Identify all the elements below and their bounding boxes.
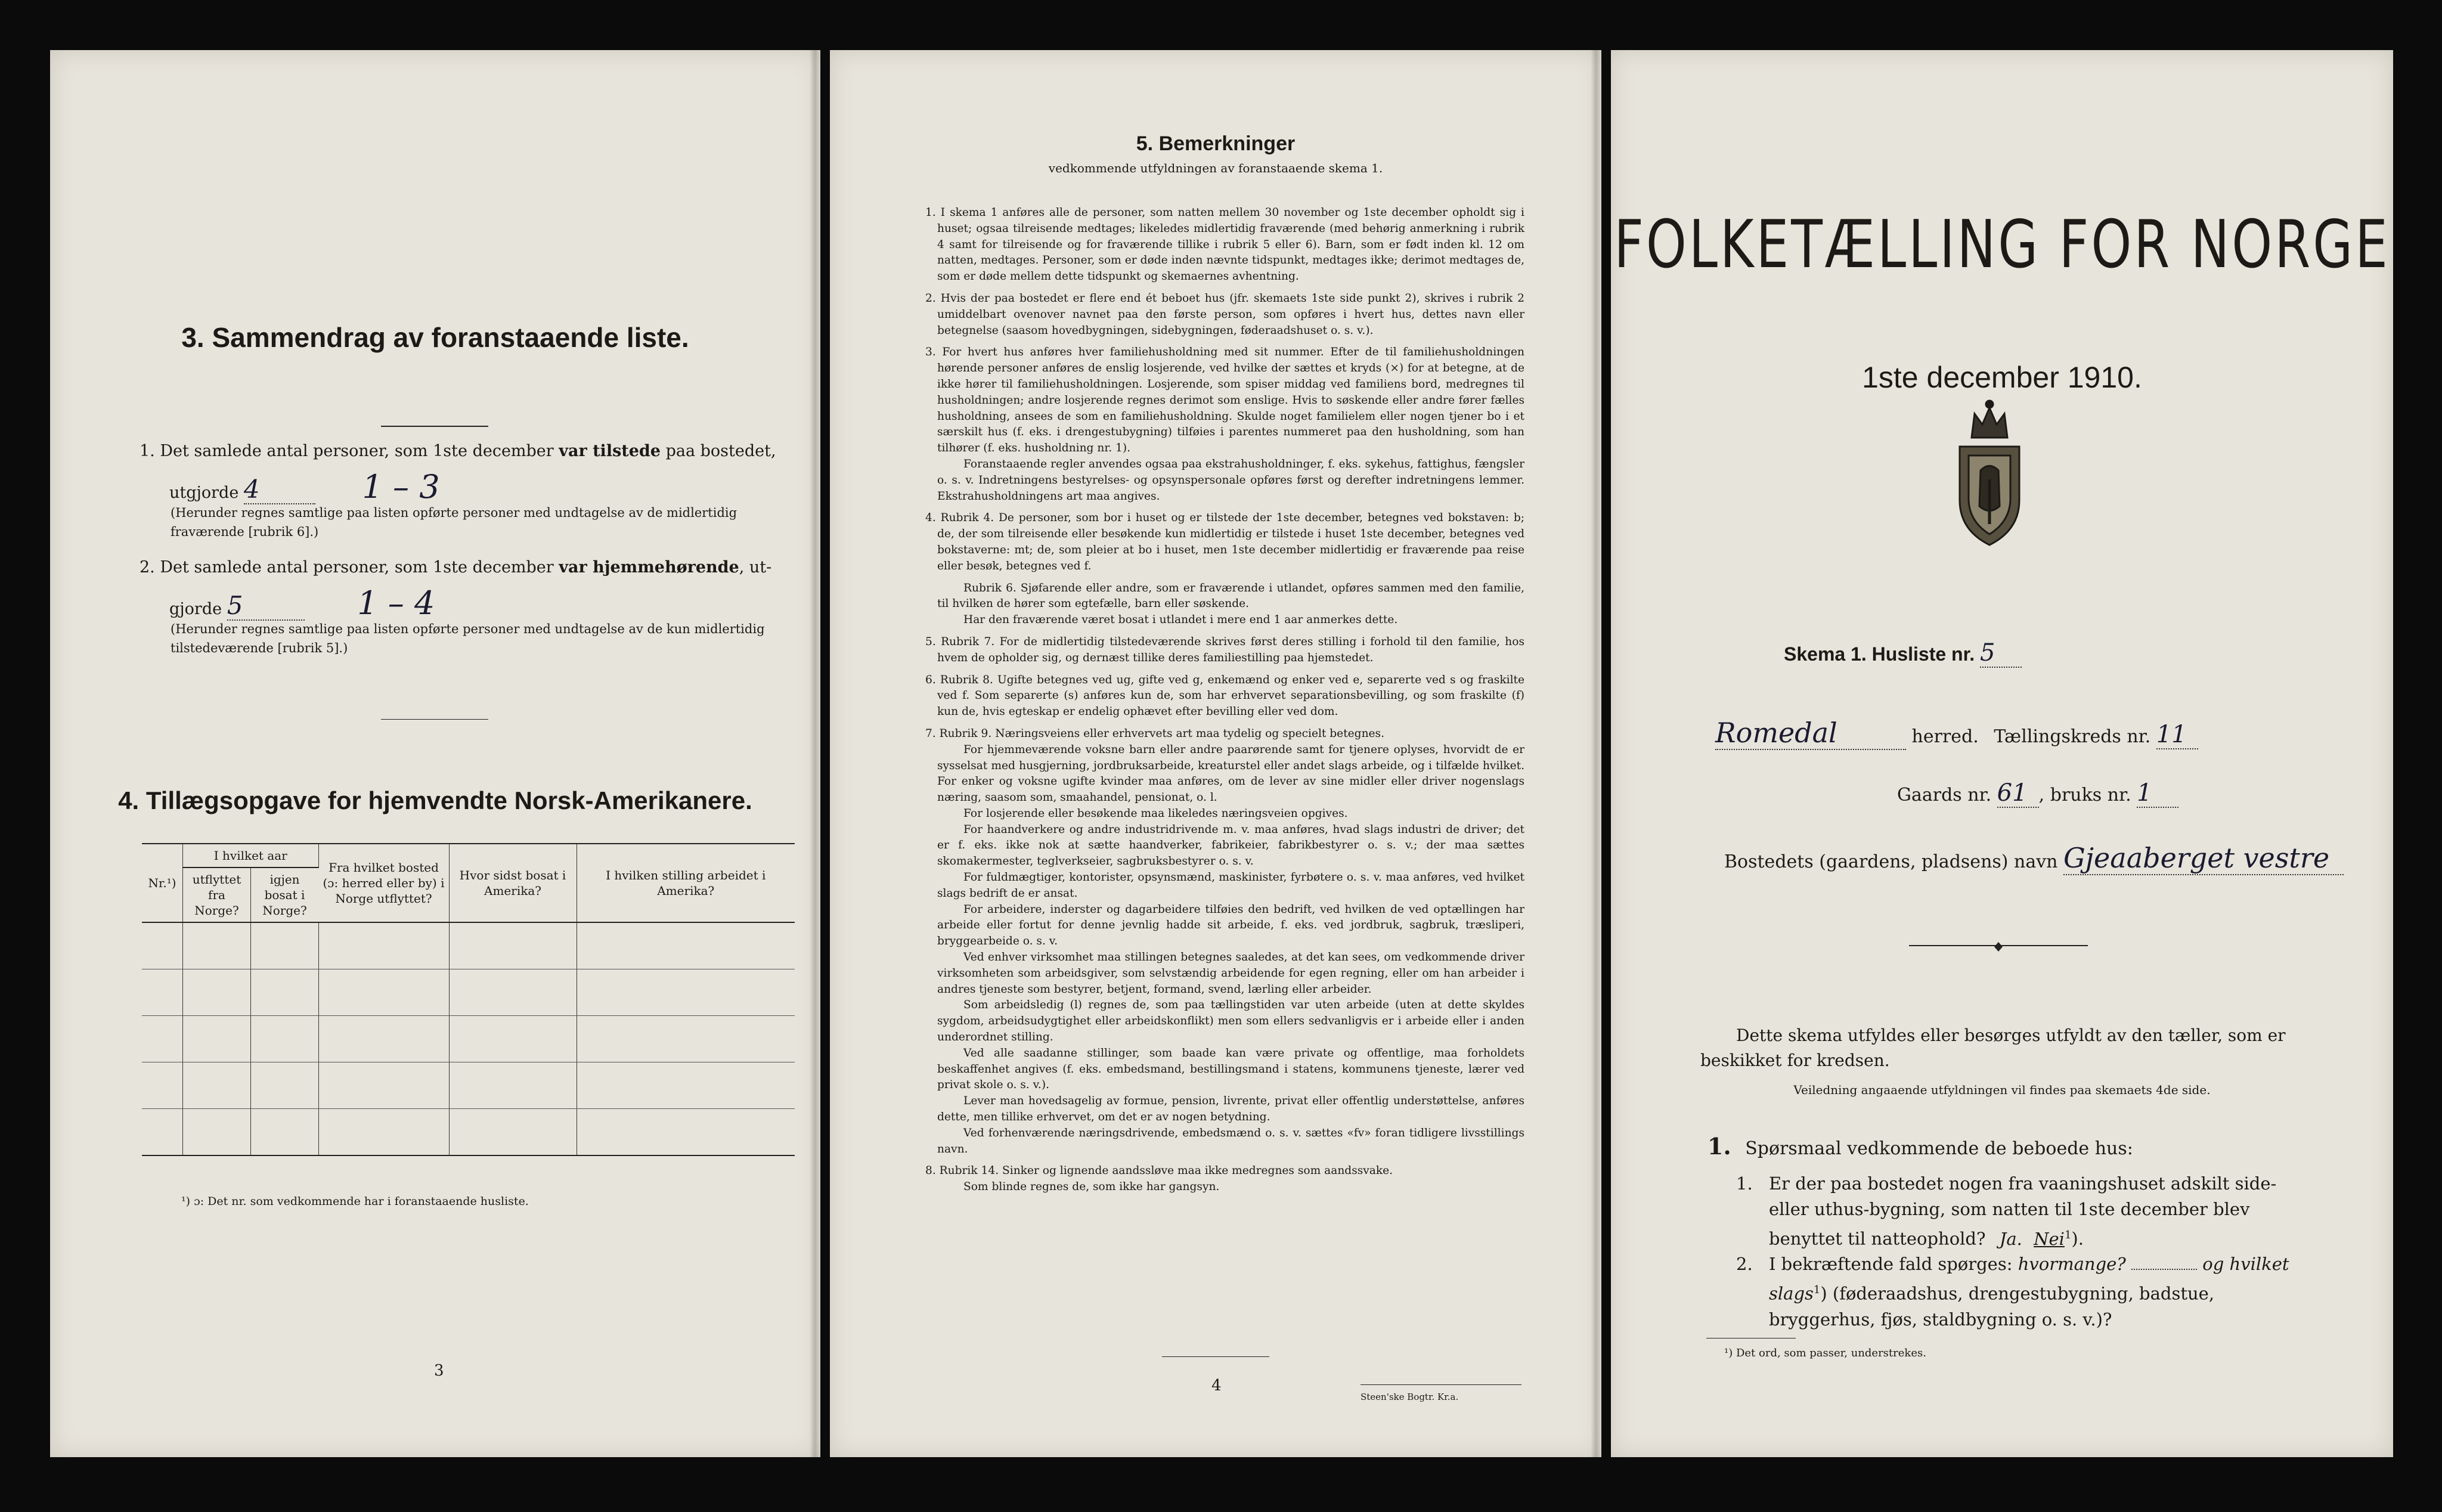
q1-answer-line [169, 468, 825, 507]
table-row [142, 969, 795, 1016]
paragraph: 7. Rubrik 9. Næringsveiens eller erhvervets art maa tydelig og specielt betegnes. [925, 727, 1384, 740]
ornament-divider [1909, 941, 2088, 953]
q2-number: 2. [1736, 1254, 1753, 1274]
paragraph: 2. Hvis der paa bostedet er flere end ét beboet hus (jfr. skemaets 1ste side punkt 2), skrives i rubrik 2 umiddelbart ovenover navnet paa den første person, som opføres i hvert hus, dettes navn eller betegnelse (saasom hovedbygningen, sidebygningen, føderaadshuset o. s. v.). [925, 292, 1524, 337]
q2-value[interactable]: 5 [227, 592, 305, 621]
paragraph: Har den fraværende været bosat i utlandet i mere end 1 aar anmerkes dette. [963, 614, 1398, 627]
paragraph: 8. Rubrik 14. Sinker og lignende aandssløve maa ikke medregnes som aandssvake. [925, 1164, 1393, 1178]
col-returned: igjen bosat i Norge? [251, 867, 319, 922]
section4-title: 4. Tillægsopgave for hjemvendte Norsk-Amerikanere. [118, 786, 752, 814]
col-nr: Nr.¹) [142, 844, 183, 922]
middle-page [830, 50, 1601, 1457]
bosted-value[interactable]: Gjeaaberget vestre [2063, 842, 2344, 875]
paragraph: Foranstaaende regler anvendes ogsaa paa ekstrahusholdninger, f. eks. sykehus, fattighus, fængsler o. s. v. Indretningens bestyrelses- og opsynspersonale opføres først og derefter indretningens lemmer. Ekstrahusholdningens art maa angives. [937, 457, 1524, 503]
gaard-label: Gaards nr. [1897, 785, 1992, 805]
q2-hvormange: hvormange? [2018, 1254, 2126, 1274]
q2-og: og [2202, 1254, 2224, 1274]
col-emigrated: utflyttet fra Norge? [183, 867, 251, 922]
q2-line1-end: , ut- [739, 558, 772, 577]
left-page [50, 50, 820, 1457]
q2-line1: 2. Det samlede antal personer, som 1ste december [140, 558, 559, 577]
q2-bold: var hjemmehørende [559, 558, 739, 577]
q1-handwriting: 1 – 3 [362, 468, 440, 506]
bruk-label: , bruks nr. [2038, 785, 2131, 805]
q1-line1-end: paa bostedet, [660, 442, 776, 460]
paragraph: 6. Rubrik 8. Ugifte betegnes ved ug, gifte ved g, enkemænd og enker ved e, separerte ved s og fraskilte ved f. Som separerte (s) anføres kun de, som har erhvervet separationsbevilling, og som fraskilte (f) kun de, hvis egteskap er endelig ophævet efter bevilling eller ved dom. [925, 673, 1524, 718]
q2-text [140, 554, 795, 581]
census-title: FOLKETÆLLING FOR NORGE [1614, 206, 2390, 283]
paragraph: For fuldmægtiger, kontorister, opsynsmænd, maskinister, fyrbøtere o. s. v. maa anføres, ved hvilket slags bedrift de er ansat. [937, 871, 1524, 900]
q2-hvilket: hvilket slags [1769, 1254, 2289, 1304]
paragraph: Lever man hovedsagelig av formue, pension, livrente, privat eller offentlig understøttelse, anføres dette, men tillike erhvervet, om det er av nogen betydning. [937, 1095, 1524, 1124]
paragraph: For losjerende eller besøkende maa likeledes næringsveien opgives. [963, 807, 1348, 820]
q1-line1: 1. Det samlede antal personer, som 1ste december [140, 442, 559, 460]
right-page [1611, 50, 2393, 1457]
intro-text: Dette skema utfyldes eller besørges utfyldt av den tæller, som er beskikket for kredsen. [1700, 1025, 2286, 1070]
schema-line [1784, 639, 2022, 668]
q1-text: Er der paa bostedet nogen fra vaaningshuset adskilt side- eller uthus-bygning, som natten til 1ste december blev benyttet til natteophold? [1769, 1173, 2277, 1249]
bemerkninger-body [925, 205, 1524, 1195]
paragraph: 1. I skema 1 anføres alle de personer, som natten mellem 30 november og 1ste december opholdt sig i huset; ogsaa tilreisende medtages; likeledes midlertidig fraværende (med behørig anmerkning i rubrik 4 samt for tilreisende og for fraværende tillike i rubrik 5 eller 6). Barn, som er født inden kl. 12 om natten, medtages. Personer, som er døde inden nævnte tidspunkt, medtages ikke; derimot medtages de, som er døde mellem dette tidspunkt og skemaernes avhentning. [925, 206, 1524, 283]
paragraph: Som blinde regnes de, som ikke har gangsyn. [963, 1181, 1220, 1194]
schema-label: Skema 1. Husliste nr. [1784, 643, 1975, 665]
q2-text-b: (føderaadshus, drengestubygning, badstue, bryggerhus, fjøs, staldbygning o. s. v.)? [1769, 1283, 2215, 1330]
questions-heading [1707, 1133, 2133, 1160]
table-row [142, 922, 795, 969]
paragraph: For hjemmeværende voksne barn eller andre paarørende samt for tjenere oplyses, hvorvidt de er sysselsat med husgjerning, jordbruksarbeide, kreaturstel eller andet slags arbeide, og i tilfælde hvilket. For enker og voksne ugifte kvinder maa anføres, om de lever av sine midler eller driver nogenslags næring, saasom som, smaahandel, pensionat, o. l. [937, 743, 1524, 804]
paragraph: 4. Rubrik 4. De personer, som bor i huset og er tilstede der 1ste december, betegnes ved bokstaven: b; de, der som tilreisende eller besøkende kun midlertidig er tilstede i huset 1ste december, betegnes ved bokstaverne: mt; de, som pleier at bo i huset, men 1ste december midlertidig er fraværende paa reise eller besøk, betegnes ved f. [925, 512, 1524, 572]
bemerkninger-subtitle: vedkommende utfyldningen av foranstaaende skema 1. [1048, 161, 1383, 175]
krets-value[interactable]: 11 [2156, 721, 2198, 749]
q2-handwriting: 1 – 4 [357, 584, 435, 622]
coat-of-arms-icon [1945, 396, 2034, 551]
table-row [142, 1062, 795, 1109]
paragraph: Som arbeidsledig (l) regnes de, som paa tællingstiden var uten arbeide (uten at dette skyldes sygdom, arbeidsudygtighet eller arbeidskonflikt) men som ellers sedvanligvis er i arbeide eller i anden underordnet stilling. [937, 999, 1524, 1044]
page-number: 3 [434, 1362, 444, 1380]
bemerkninger-title: 5. Bemerkninger [1136, 132, 1296, 155]
paragraph: 3. For hvert hus anføres hver familiehusholdning med sit nummer. Efter de til familiehusholdningen hørende personer anføres de enslig losjerende, ved hvilke der sættes et kryds (×) for at betegne, at de ikke hører til familiehusholdningen. Losjerende, som spiser middag ved familiens bord, medregnes til husholdningen; andre losjerende regnes derimot som enslige. Hvis to søskende eller andre fører fælles husholdning, ansees de som en familiehusholdning. Skulde noget familielem eller nogen tjener bo i et særskilt hus (f. eks. i drengestubygning) tilføies i parentes nummeret paa den husholdning, som han tilhører (f. eks. husholdning nr. 1). [925, 346, 1524, 455]
page-number: 4 [1211, 1377, 1222, 1395]
question-1: 1. Er der paa bostedet nogen fra vaaningshuset adskilt side- eller uthus-bygning, som natten til 1ste december blev benyttet til natteophold? Ja. Nei$^1$). [1736, 1171, 2308, 1252]
q2-label: gjorde [169, 600, 222, 618]
heading-number: 1. [1707, 1133, 1731, 1160]
paragraph: For arbeidere, inderster og dagarbeidere tilføies den bedrift, ved hvilken de ved optællingen har arbeide eller fortut for denne jevnlig hadde sit arbeide, f. eks. ved jordbruk, sagbruk, træsliperi, bryggearbeide o. s. v. [937, 903, 1524, 948]
q1-bold: var tilstede [559, 442, 661, 460]
q1-label: utgjorde [169, 484, 239, 502]
answer-ja[interactable]: Ja. [1999, 1228, 2022, 1249]
printer-imprint: Steen'ske Bogtr. Kr.a. [1361, 1392, 1459, 1402]
bruk-value[interactable]: 1 [2137, 779, 2178, 808]
question-2: 2. I bekræftende fald spørges: hvormange? og hvilket slags$^1$) (føderaadshus, drengestubygning, badstue, bryggerhus, fjøs, staldbygning o. s. v.)? [1736, 1251, 2308, 1333]
q2-answer-line [169, 584, 825, 623]
q1-value[interactable]: 4 [244, 476, 315, 504]
divider [381, 719, 488, 720]
herred-label: herred. [1911, 726, 1979, 747]
divider [1361, 1384, 1521, 1385]
q1-text [140, 438, 795, 465]
section3-title: 3. Sammendrag av foranstaaende liste. [181, 322, 689, 353]
divider [381, 426, 488, 427]
gaard-line [1897, 779, 2178, 808]
herred-value[interactable]: Romedal [1715, 717, 1906, 750]
bosted-line [1724, 842, 2344, 875]
paragraph: 5. Rubrik 7. For de midlertidig tilstedeværende skrives først deres stilling i forhold til den familie, hos hvem de opholder sig, og dernæst tillike deres familiestilling paa hjemstedet. [925, 635, 1524, 664]
q2-note: (Herunder regnes samtlige paa listen opførte personer med undtagelse av de kun midlertidig tilstedeværende [rubrik 5].) [171, 622, 765, 655]
right-footnote: ¹) Det ord, som passer, understrekes. [1724, 1347, 1926, 1359]
answer-nei[interactable]: Nei [2034, 1228, 2065, 1249]
divider [1162, 1356, 1269, 1357]
page-fold [810, 50, 820, 1457]
paragraph: Rubrik 6. Sjøfarende eller andre, som er fraværende i utlandet, opføres sammen med den familie, til hvilken de hører som egtefælle, barn eller søskende. [937, 581, 1524, 611]
col-where: Hvor sidst bosat i Amerika? [449, 844, 577, 922]
census-date: 1ste december 1910. [1862, 361, 2142, 394]
paragraph: Ved enhver virksomhet maa stillingen betegnes saaledes, at det kan sees, om vedkommende driver virksomheten som arbeidsgiver, som selvstændig arbeidende for egen regning, eller om han arbeider i andres tjeneste som bestyrer, betjent, formand, svend, lærling eller arbeider. [937, 951, 1524, 996]
gaard-value[interactable]: 61 [1997, 779, 2039, 808]
divider [1706, 1338, 1796, 1339]
paragraph: Ved alle saadanne stillinger, som baade kan være private og offentlige, maa forholdets beskaffenhet angives (f. eks. embedsmand, bestillingsmand i statens, kommunens tjeneste, lærer ved privat skole o. s. v.). [937, 1046, 1524, 1092]
heading-text: Spørsmaal vedkommende de beboede hus: [1745, 1138, 2133, 1159]
krets-label: Tællingskreds nr. [1994, 726, 2151, 747]
col-position: I hvilken stilling arbeidet i Amerika? [577, 844, 795, 922]
norsk-amerikanere-table [142, 843, 795, 1156]
table-footnote: ¹) ɔ: Det nr. som vedkommende har i foranstaaende husliste. [181, 1195, 529, 1208]
paragraph: Ved forhenværende næringsdrivende, embedsmænd o. s. v. sættes «fv» foran tidligere livsstillings navn. [937, 1126, 1524, 1155]
q1-number: 1. [1736, 1173, 1753, 1194]
col-year-group: I hvilket aar [183, 844, 319, 867]
paragraph: For haandverkere og andre industridrivende m. v. maa anføres, hvad slags industri de driver; det er f. eks. ikke nok at sætte haandverker, fabrikeier, fabrikbestyrer o. s. v.; der maa sættes skomakermester, teglverkseier, sagbruksbestyrer o. s. v. [937, 823, 1524, 868]
table-row [142, 1109, 795, 1156]
herred-line [1715, 717, 2198, 750]
bosted-label: Bostedets (gaardens, pladsens) navn [1724, 851, 2058, 872]
col-from: Fra hvilket bosted (ɔ: herred eller by) i Norge utflyttet? [318, 844, 449, 922]
q2-count-field[interactable] [2131, 1269, 2197, 1270]
q1-note: (Herunder regnes samtlige paa listen opførte personer med undtagelse av de midlertidig fraværende [rubrik 6].) [171, 506, 737, 539]
husliste-number[interactable]: 5 [1980, 639, 2022, 668]
intro-small: Veiledning angaaende utfyldningen vil findes paa skemaets 4de side. [1793, 1083, 2211, 1097]
table-row [142, 1016, 795, 1062]
page-fold [1591, 50, 1601, 1457]
q2-text-a: I bekræftende fald spørges: [1769, 1254, 2013, 1274]
